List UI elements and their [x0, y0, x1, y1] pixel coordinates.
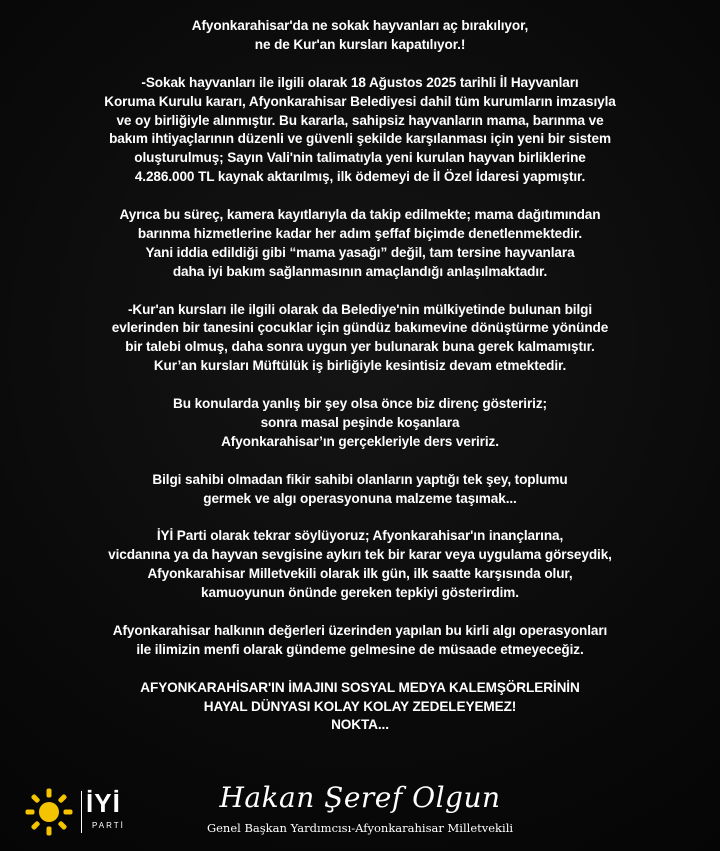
logo-wordmark: İYİ — [86, 788, 121, 818]
sun-ray — [57, 820, 67, 830]
statement-line: Afyonkarahisar Milletvekili olarak ilk gün, ilk saatte karşısında olur, — [147, 566, 573, 582]
statement-line: Afyonkarahisar halkının değerleri üzerinden yapılan bu kirli algı operasyonları — [112, 622, 608, 638]
statement-line: Kur’an kursları Müftülük iş birliğiyle kesintisiz devam etmektedir. — [153, 358, 567, 374]
statement-paragraph — [20, 471, 700, 509]
logo-divider — [81, 791, 82, 833]
statement-line: evlerinden bir tanesini çocuklar için gündüz bakımevine dönüştürme yönünde — [111, 320, 609, 336]
statement-paragraph — [20, 679, 700, 736]
sun-ray — [47, 789, 52, 798]
statement-line: daha iyi bakım sağlanmasının amaçlandığı anlaşılmaktadır. — [172, 263, 548, 279]
statement-line: Yani iddia edildiği gibi “mama yasağı” değil, tam tersine hayvanlara — [145, 244, 575, 260]
statement-paragraph — [20, 527, 700, 603]
logo-subtitle: PARTİ — [92, 821, 125, 830]
statement-line: Bu konularda yanlış bir şey olsa önce biz direnç gösteririz; — [173, 396, 547, 412]
statement-line: Afyonkarahisar'da ne sokak hayvanları aç bırakılıyor, — [191, 18, 529, 33]
statement-line: AFYONKARAHİSAR'IN İMAJINI SOSYAL MEDYA KALEMŞÖRLERİNİN — [140, 679, 580, 695]
statement-line: -Sokak hayvanları ile ilgili olarak 18 Ağustos 2025 tarihli İl Hayvanları — [141, 74, 579, 90]
statement-line: ve oy birliğiyle alınmıştır. Bu kararla, sahipsiz hayvanların mama, barınma ve — [116, 112, 604, 128]
statement-line: oluşturulmuş; Sayın Vali'nin talimatıyla yeni kurulan hayvan birliklerine — [134, 150, 586, 166]
statement-paragraph — [20, 622, 700, 660]
statement-line: bir talebi olmuş, daha sonra uygun yer bulunarak buna gerek kalmamıştır. — [125, 339, 595, 355]
statement-line: kamuoyunun önünde gereken tepkiyi gösterirdim. — [201, 585, 519, 601]
sun-ray — [64, 810, 73, 815]
statement-line: sonra masal peşinde koşanlara — [260, 414, 460, 430]
statement-line: germek ve algı operasyonuna malzeme taşımak... — [203, 490, 517, 506]
sun-ray — [47, 827, 52, 836]
statement-line: Ayrıca bu süreç, kamera kayıtlarıyla da takip edilmekte; mama dağıtımından — [119, 207, 601, 223]
statement-line: barınma hizmetlerine kadar her adım şeffaf biçimde denetlenmektedir. — [137, 225, 583, 241]
statement-line: Koruma Kurulu kararı, Afyonkarahisar Belediyesi dahil tüm kurumların imzasıyla — [104, 93, 616, 109]
statement-line: Afyonkarahisar’ın gerçekleriyle ders veririz. — [221, 433, 499, 449]
statement-line: ile ilimizin menfi olarak gündeme gelmesine de müsaade etmeyeceğiz. — [136, 641, 584, 657]
statement-line: ne de Kur'an kursları kapatılıyor.! — [254, 36, 466, 52]
sun-ray — [26, 810, 35, 815]
statement-line: HAYAL DÜNYASI KOLAY KOLAY ZEDELEYEMEZ! — [203, 698, 517, 714]
statement-paragraph — [20, 395, 700, 452]
statement-line: NOKTA... — [331, 717, 389, 733]
statement-line: Bilgi sahibi olmadan fikir sahibi olanların yaptığı tek şey, toplumu — [152, 471, 568, 487]
statement-paragraph — [20, 17, 700, 55]
signature-title: Genel Başkan Yardımcısı-Afyonkarahisar Milletvekili — [206, 821, 514, 835]
statement-line: vicdanına ya da hayvan sevgisine aykırı tek bir karar veya uygulama görseydik, — [108, 547, 612, 563]
statement-paragraph — [20, 301, 700, 377]
sun-ray — [31, 794, 41, 804]
sun-ray — [31, 820, 41, 830]
statement-line: -Kur'an kursları ile ilgili olarak da Belediye'nin mülkiyetinde bulunan bilgi — [127, 301, 593, 317]
sun-ray — [57, 794, 67, 804]
iyi-parti-logo — [24, 787, 134, 837]
statement-paragraph — [20, 74, 700, 187]
statement-line: 4.286.000 TL kaynak aktarılmış, ilk ödemeyi de İl Özel İdaresi yapmıştır. — [134, 169, 586, 185]
statement-line: İYİ Parti olarak tekrar söylüyoruz; Afyonkarahisar'ın inançlarına, — [156, 528, 564, 544]
statement-line: bakım ihtiyaçlarının düzenli ve güvenli şekilde karşılanması için yeni bir sistem — [109, 131, 611, 147]
sun-icon — [24, 787, 74, 837]
statement-body — [20, 17, 700, 735]
statement-paragraph — [20, 206, 700, 282]
signature-name: Hakan Şeref Olgun — [219, 781, 501, 814]
